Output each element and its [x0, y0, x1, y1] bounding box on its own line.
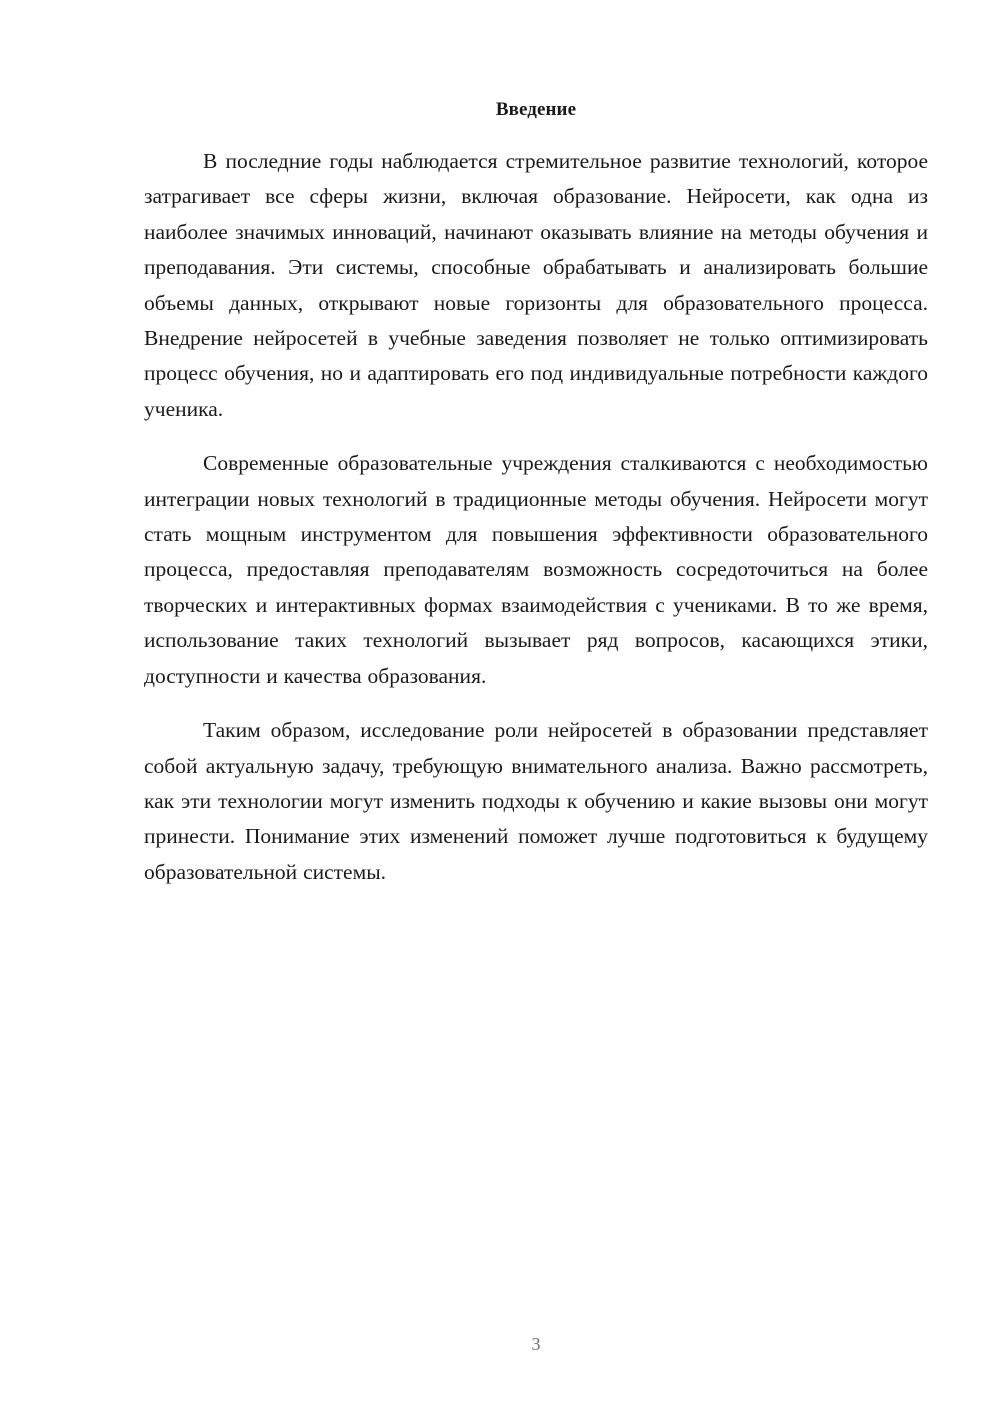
- page-number: 3: [531, 1334, 541, 1354]
- paragraph-1: В последние годы наблюдается стремительное развитие технологий, которое затрагивает все сферы жизни, включая образование. Нейросети, как одна из наиболее значимых инноваций, начинают оказывать влияние на методы обучения и преподавания. Эти системы, способные обрабатывать и анализировать большие объемы данных, открывают новые горизонты для образовательного процесса. Внедрение нейросетей в учебные заведения позволяет не только оптимизировать процесс обучения, но и адаптировать его под индивидуальные потребности каждого ученика.: [144, 149, 928, 421]
- section-heading: Введение: [495, 99, 577, 120]
- paragraph-3: Таким образом, исследование роли нейросетей в образовании представляет собой актуальную задачу, требующую внимательного анализа. Важно рассмотреть, как эти технологии могут изменить подходы к обучению и какие вызовы они могут принести. Понимание этих изменений поможет лучше подготовиться к будущему образовательной системы.: [144, 718, 928, 884]
- body-text: [144, 144, 928, 909]
- paragraph-2: Современные образовательные учреждения сталкиваются с необходимостью интеграции новых технологий в традиционные методы обучения. Нейросети могут стать мощным инструментом для повышения эффективности образовательного процесса, предоставляя преподавателям возможность сосредоточиться на более творческих и интерактивных формах взаимодействия с учениками. В то же время, использование таких технологий вызывает ряд вопросов, касающихся этики, доступности и качества образования.: [144, 451, 928, 688]
